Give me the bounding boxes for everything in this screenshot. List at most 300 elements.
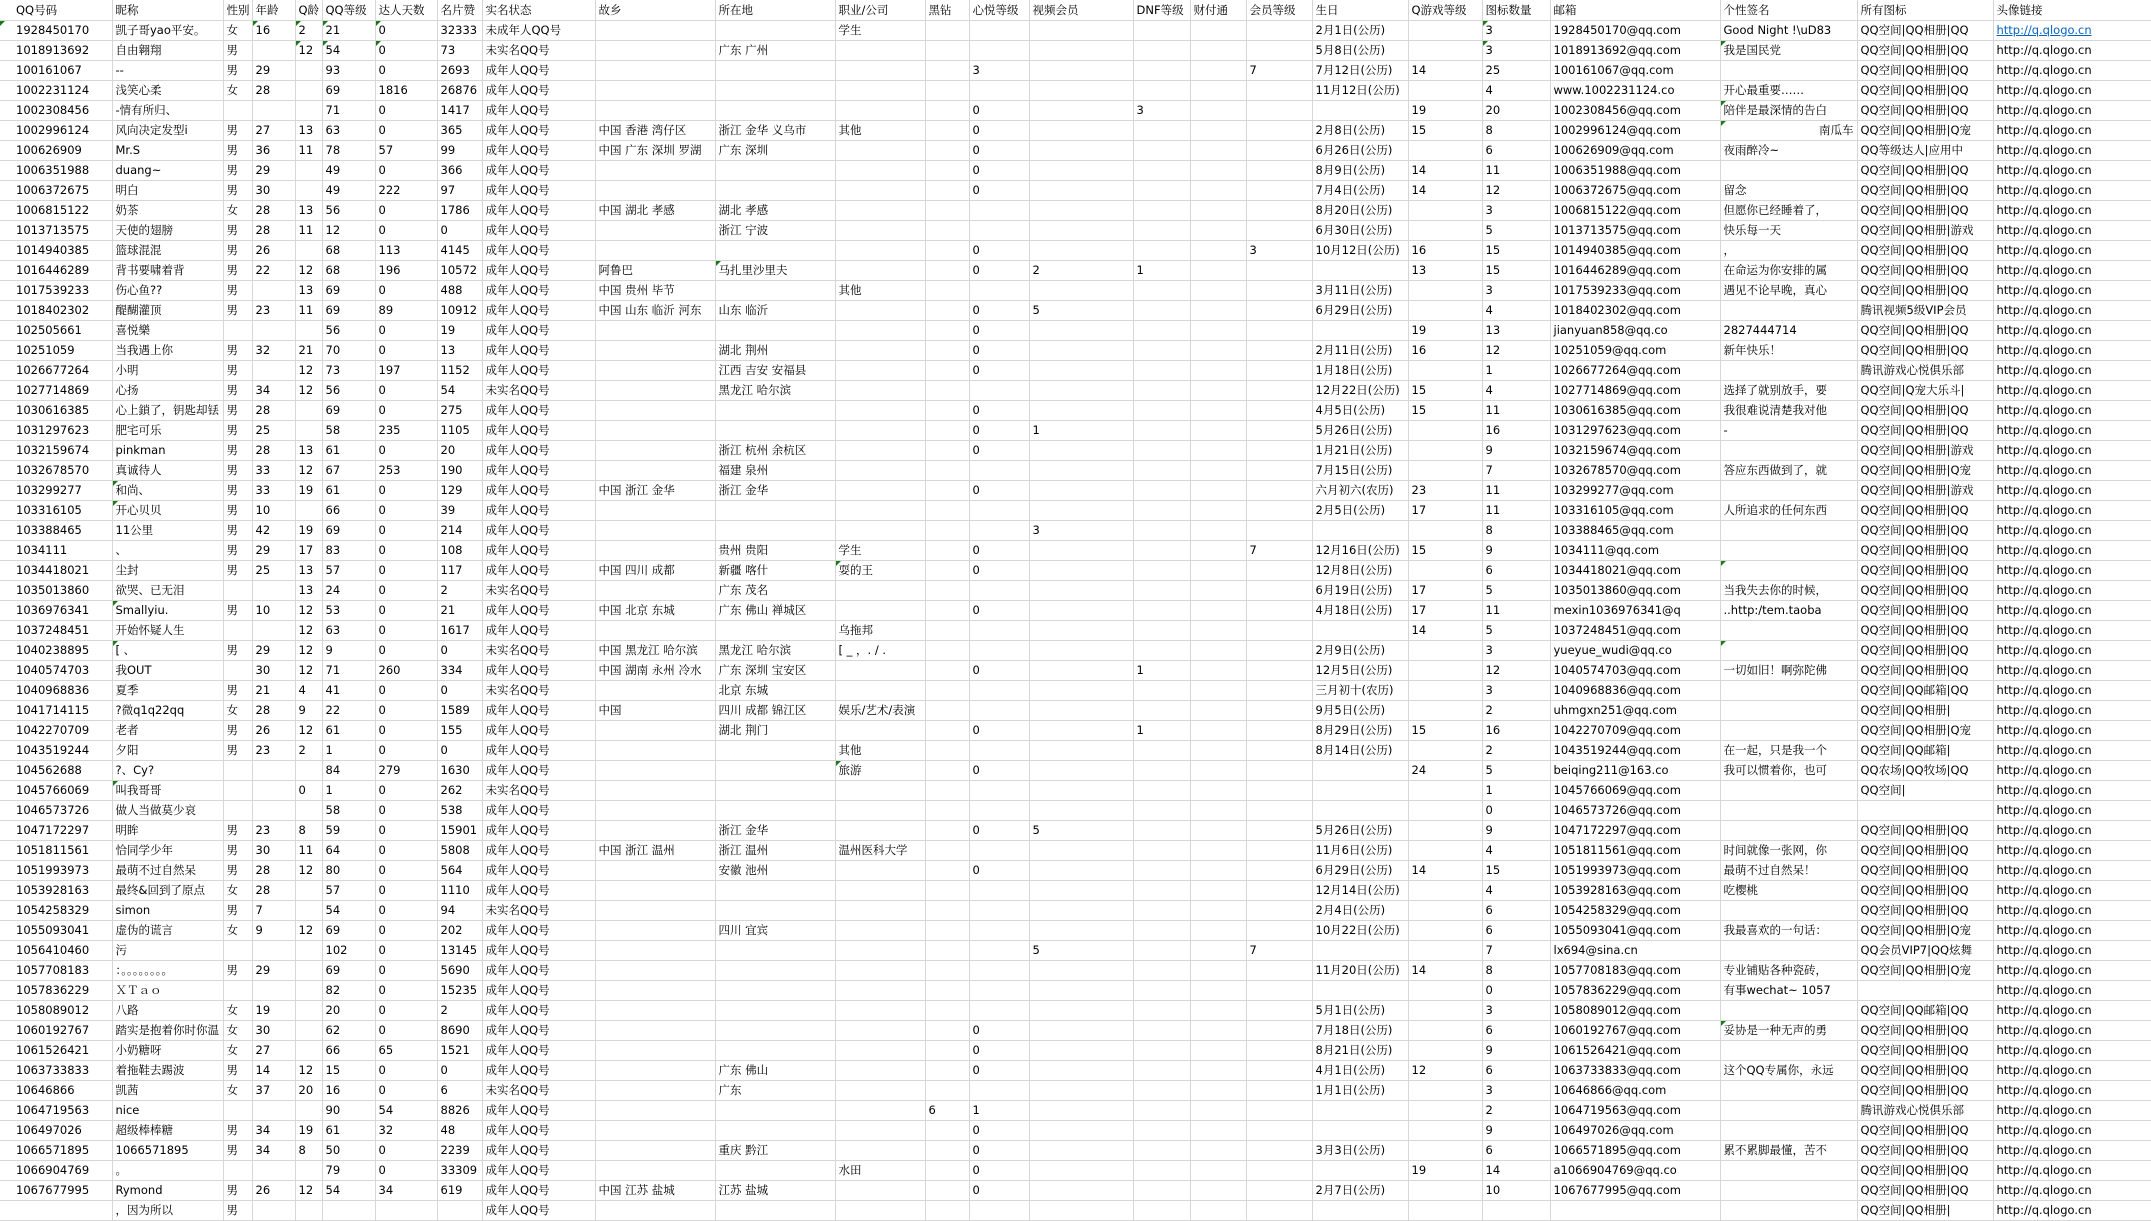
cell-zan[interactable]: 15235 (437, 980, 482, 1000)
cell-birthday[interactable]: 7月4日(公历) (1312, 180, 1408, 200)
cell-email[interactable]: 10251059@qq.com (1550, 340, 1720, 360)
cell-qq[interactable]: 104562688 (0, 760, 112, 780)
cell-zan[interactable]: 1630 (437, 760, 482, 780)
cell-allicons[interactable]: QQ空间|QQ相册|QQ (1857, 40, 1993, 60)
cell-hometown[interactable] (595, 1020, 715, 1040)
cell-email[interactable]: 1018913692@qq.com (1550, 40, 1720, 60)
cell-location[interactable]: 广东 茂名 (715, 580, 835, 600)
cell-hometown[interactable] (595, 340, 715, 360)
cell-video[interactable]: 3 (1029, 520, 1133, 540)
cell-qq[interactable]: 103299277 (0, 480, 112, 500)
cell-birthday[interactable]: 6月30日(公历) (1312, 220, 1408, 240)
cell-email[interactable]: 1031297623@qq.com (1550, 420, 1720, 440)
cell-nick[interactable]: 真诚待人 (112, 460, 223, 480)
cell-sex[interactable]: 男 (223, 600, 252, 620)
cell-video[interactable] (1029, 580, 1133, 600)
cell-caifutong[interactable] (1190, 20, 1246, 40)
cell-sig[interactable]: 答应东西做到了，就 (1720, 460, 1857, 480)
cell-email[interactable]: 1002996124@qq.com (1550, 120, 1720, 140)
cell-vip[interactable] (1246, 300, 1312, 320)
cell-video[interactable] (1029, 340, 1133, 360)
cell-qq[interactable]: 1055093041 (0, 920, 112, 940)
cell-zan[interactable]: 1589 (437, 700, 482, 720)
cell-xinyue[interactable] (969, 80, 1029, 100)
cell-birthday[interactable] (1312, 520, 1408, 540)
cell-icons[interactable]: 4 (1482, 380, 1550, 400)
cell-qgame[interactable] (1408, 660, 1482, 680)
cell-job[interactable] (835, 500, 925, 520)
cell-heizuan[interactable] (925, 440, 969, 460)
cell-job[interactable]: 温州医科大学 (835, 840, 925, 860)
cell-qgame[interactable]: 13 (1408, 260, 1482, 280)
cell-qqlvl[interactable]: 69 (322, 280, 375, 300)
cell-xinyue[interactable] (969, 1200, 1029, 1220)
cell-daren[interactable]: 0 (375, 900, 437, 920)
cell-heizuan[interactable] (925, 1000, 969, 1020)
cell-icons[interactable]: 2 (1482, 740, 1550, 760)
cell-heizuan[interactable] (925, 380, 969, 400)
cell-age[interactable]: 23 (252, 740, 295, 760)
cell-job[interactable]: 学生 (835, 540, 925, 560)
cell-birthday[interactable]: 8月21日(公历) (1312, 1040, 1408, 1060)
cell-avatar[interactable]: http://q.qlogo.cn (1993, 1100, 2151, 1120)
cell-birthday[interactable]: 8月29日(公历) (1312, 720, 1408, 740)
cell-hometown[interactable] (595, 100, 715, 120)
cell-qqlvl[interactable]: 22 (322, 700, 375, 720)
cell-icons[interactable]: 6 (1482, 1020, 1550, 1040)
cell-heizuan[interactable] (925, 540, 969, 560)
cell-caifutong[interactable] (1190, 100, 1246, 120)
cell-email[interactable]: 1040574703@qq.com (1550, 660, 1720, 680)
cell-avatar[interactable]: http://q.qlogo.cn (1993, 300, 2151, 320)
cell-realname[interactable]: 成年人QQ号 (482, 180, 595, 200)
cell-xinyue[interactable] (969, 880, 1029, 900)
cell-daren[interactable]: 0 (375, 780, 437, 800)
cell-age[interactable]: 9 (252, 920, 295, 940)
cell-dnf[interactable] (1133, 560, 1190, 580)
cell-job[interactable] (835, 940, 925, 960)
cell-age[interactable] (252, 580, 295, 600)
cell-sig[interactable]: - (1720, 420, 1857, 440)
cell-heizuan[interactable] (925, 240, 969, 260)
cell-job[interactable]: 其他 (835, 120, 925, 140)
cell-allicons[interactable]: QQ空间|QQ相册|QQ (1857, 900, 1993, 920)
cell-location[interactable] (715, 420, 835, 440)
cell-sex[interactable]: 男 (223, 720, 252, 740)
cell-icons[interactable]: 15 (1482, 240, 1550, 260)
cell-realname[interactable]: 成年人QQ号 (482, 420, 595, 440)
cell-qage[interactable]: 12 (295, 260, 322, 280)
cell-age[interactable]: 26 (252, 720, 295, 740)
cell-daren[interactable]: 196 (375, 260, 437, 280)
cell-allicons[interactable]: QQ空间|QQ相册|QQ (1857, 860, 1993, 880)
cell-zan[interactable]: 0 (437, 740, 482, 760)
cell-sig[interactable]: 选择了就别放手，要 (1720, 380, 1857, 400)
cell-dnf[interactable] (1133, 800, 1190, 820)
cell-sig[interactable] (1720, 480, 1857, 500)
cell-qq[interactable]: 1017539233 (0, 280, 112, 300)
cell-birthday[interactable]: 4月1日(公历) (1312, 1060, 1408, 1080)
cell-qage[interactable]: 4 (295, 680, 322, 700)
cell-qqlvl[interactable]: 73 (322, 360, 375, 380)
cell-qqlvl[interactable]: 53 (322, 600, 375, 620)
cell-qgame[interactable] (1408, 360, 1482, 380)
cell-vip[interactable] (1246, 960, 1312, 980)
cell-icons[interactable]: 15 (1482, 260, 1550, 280)
cell-birthday[interactable]: 1月18日(公历) (1312, 360, 1408, 380)
column-header-sig[interactable]: 个性签名 (1720, 0, 1857, 20)
cell-vip[interactable] (1246, 920, 1312, 940)
cell-sex[interactable] (223, 760, 252, 780)
cell-heizuan[interactable] (925, 880, 969, 900)
cell-vip[interactable] (1246, 340, 1312, 360)
cell-dnf[interactable] (1133, 340, 1190, 360)
cell-hometown[interactable] (595, 860, 715, 880)
cell-avatar[interactable]: http://q.qlogo.cn (1993, 320, 2151, 340)
cell-dnf[interactable] (1133, 280, 1190, 300)
cell-sex[interactable]: 男 (223, 220, 252, 240)
cell-qage[interactable]: 2 (295, 20, 322, 40)
cell-location[interactable]: 四川 成都 锦江区 (715, 700, 835, 720)
cell-caifutong[interactable] (1190, 980, 1246, 1000)
cell-nick[interactable]: -情有所归、 (112, 100, 223, 120)
cell-vip[interactable] (1246, 1200, 1312, 1220)
cell-zan[interactable]: 0 (437, 640, 482, 660)
cell-vip[interactable] (1246, 660, 1312, 680)
cell-sex[interactable]: 男 (223, 820, 252, 840)
cell-caifutong[interactable] (1190, 460, 1246, 480)
cell-location[interactable]: 安徽 池州 (715, 860, 835, 880)
cell-hometown[interactable] (595, 740, 715, 760)
cell-location[interactable]: 浙江 杭州 余杭区 (715, 440, 835, 460)
cell-vip[interactable]: 7 (1246, 540, 1312, 560)
cell-job[interactable] (835, 680, 925, 700)
cell-caifutong[interactable] (1190, 660, 1246, 680)
cell-xinyue[interactable]: 0 (969, 440, 1029, 460)
cell-xinyue[interactable]: 0 (969, 1060, 1029, 1080)
cell-qqlvl[interactable]: 93 (322, 60, 375, 80)
cell-xinyue[interactable]: 0 (969, 560, 1029, 580)
cell-daren[interactable]: 0 (375, 220, 437, 240)
cell-avatar[interactable]: http://q.qlogo.cn (1993, 1200, 2151, 1220)
cell-vip[interactable] (1246, 820, 1312, 840)
cell-qq[interactable]: 1002231124 (0, 80, 112, 100)
cell-nick[interactable]: 和尚、 (112, 480, 223, 500)
cell-dnf[interactable] (1133, 140, 1190, 160)
cell-vip[interactable] (1246, 440, 1312, 460)
cell-caifutong[interactable] (1190, 880, 1246, 900)
cell-caifutong[interactable] (1190, 240, 1246, 260)
cell-age[interactable]: 14 (252, 1060, 295, 1080)
cell-heizuan[interactable] (925, 260, 969, 280)
cell-qage[interactable] (295, 420, 322, 440)
cell-age[interactable] (252, 620, 295, 640)
column-header-qqlvl[interactable]: QQ等级 (322, 0, 375, 20)
cell-qgame[interactable] (1408, 800, 1482, 820)
cell-video[interactable] (1029, 900, 1133, 920)
cell-sig[interactable] (1720, 1100, 1857, 1120)
cell-realname[interactable]: 成年人QQ号 (482, 500, 595, 520)
cell-zan[interactable] (437, 1200, 482, 1220)
cell-vip[interactable] (1246, 560, 1312, 580)
cell-qgame[interactable]: 15 (1408, 400, 1482, 420)
cell-qgame[interactable] (1408, 1120, 1482, 1140)
cell-qage[interactable]: 8 (295, 1140, 322, 1160)
cell-birthday[interactable] (1312, 940, 1408, 960)
column-header-job[interactable]: 职业/公司 (835, 0, 925, 20)
cell-birthday[interactable] (1312, 760, 1408, 780)
cell-daren[interactable]: 0 (375, 280, 437, 300)
cell-vip[interactable] (1246, 320, 1312, 340)
cell-dnf[interactable] (1133, 880, 1190, 900)
cell-caifutong[interactable] (1190, 480, 1246, 500)
cell-zan[interactable]: 0 (437, 1060, 482, 1080)
cell-daren[interactable]: 1816 (375, 80, 437, 100)
cell-location[interactable]: 贵州 贵阳 (715, 540, 835, 560)
cell-video[interactable] (1029, 600, 1133, 620)
cell-job[interactable]: 其他 (835, 740, 925, 760)
cell-location[interactable] (715, 1120, 835, 1140)
cell-daren[interactable]: 0 (375, 860, 437, 880)
cell-hometown[interactable] (595, 800, 715, 820)
cell-location[interactable]: 福建 泉州 (715, 460, 835, 480)
cell-qgame[interactable] (1408, 700, 1482, 720)
cell-heizuan[interactable] (925, 980, 969, 1000)
cell-daren[interactable]: 235 (375, 420, 437, 440)
cell-location[interactable]: 江苏 盐城 (715, 1180, 835, 1200)
cell-allicons[interactable] (1857, 980, 1993, 1000)
cell-birthday[interactable]: 12月14日(公历) (1312, 880, 1408, 900)
cell-sig[interactable] (1720, 800, 1857, 820)
cell-vip[interactable] (1246, 800, 1312, 820)
cell-qgame[interactable] (1408, 880, 1482, 900)
cell-avatar[interactable]: http://q.qlogo.cn (1993, 1020, 2151, 1040)
cell-caifutong[interactable] (1190, 540, 1246, 560)
cell-heizuan[interactable] (925, 200, 969, 220)
cell-realname[interactable]: 未实名QQ号 (482, 380, 595, 400)
cell-dnf[interactable] (1133, 440, 1190, 460)
cell-daren[interactable]: 0 (375, 1080, 437, 1100)
cell-birthday[interactable]: 11月12日(公历) (1312, 80, 1408, 100)
cell-age[interactable] (252, 360, 295, 380)
cell-dnf[interactable] (1133, 820, 1190, 840)
cell-nick[interactable]: 八路 (112, 1000, 223, 1020)
cell-daren[interactable]: 0 (375, 500, 437, 520)
cell-icons[interactable]: 8 (1482, 960, 1550, 980)
cell-daren[interactable]: 0 (375, 160, 437, 180)
cell-qgame[interactable] (1408, 940, 1482, 960)
cell-qgame[interactable] (1408, 40, 1482, 60)
cell-email[interactable]: 1058089012@qq.com (1550, 1000, 1720, 1020)
cell-allicons[interactable]: QQ空间|QQ相册|QQ (1857, 160, 1993, 180)
cell-qage[interactable] (295, 760, 322, 780)
cell-age[interactable] (252, 980, 295, 1000)
cell-qqlvl[interactable]: 56 (322, 320, 375, 340)
cell-video[interactable] (1029, 220, 1133, 240)
cell-age[interactable]: 16 (252, 20, 295, 40)
cell-location[interactable]: 新疆 喀什 (715, 560, 835, 580)
cell-sig[interactable]: 开心最重要…… (1720, 80, 1857, 100)
cell-email[interactable]: 1034418021@qq.com (1550, 560, 1720, 580)
cell-qq[interactable]: 1066571895 (0, 1140, 112, 1160)
cell-icons[interactable]: 5 (1482, 760, 1550, 780)
cell-qage[interactable] (295, 900, 322, 920)
cell-caifutong[interactable] (1190, 360, 1246, 380)
cell-vip[interactable] (1246, 840, 1312, 860)
cell-daren[interactable]: 0 (375, 400, 437, 420)
cell-email[interactable]: 1067677995@qq.com (1550, 1180, 1720, 1200)
cell-qq[interactable]: 103316105 (0, 500, 112, 520)
cell-allicons[interactable]: QQ空间|QQ相册|QQ (1857, 1040, 1993, 1060)
cell-dnf[interactable] (1133, 1140, 1190, 1160)
cell-qage[interactable] (295, 1160, 322, 1180)
cell-email[interactable]: 100626909@qq.com (1550, 140, 1720, 160)
cell-zan[interactable]: 5808 (437, 840, 482, 860)
cell-qgame[interactable]: 15 (1408, 540, 1482, 560)
cell-nick[interactable]: 最终&回到了原点 (112, 880, 223, 900)
cell-email[interactable]: 1057708183@qq.com (1550, 960, 1720, 980)
cell-dnf[interactable] (1133, 620, 1190, 640)
cell-job[interactable] (835, 780, 925, 800)
cell-qq[interactable]: 1058089012 (0, 1000, 112, 1020)
cell-age[interactable]: 28 (252, 700, 295, 720)
cell-caifutong[interactable] (1190, 1060, 1246, 1080)
cell-xinyue[interactable]: 0 (969, 1140, 1029, 1160)
cell-heizuan[interactable]: 6 (925, 1100, 969, 1120)
cell-hometown[interactable]: 中国 北京 东城 (595, 600, 715, 620)
cell-allicons[interactable]: QQ空间|QQ相册|QQ (1857, 500, 1993, 520)
cell-zan[interactable]: 73 (437, 40, 482, 60)
cell-qq[interactable]: 1035013860 (0, 580, 112, 600)
cell-birthday[interactable]: 5月26日(公历) (1312, 820, 1408, 840)
cell-job[interactable] (835, 160, 925, 180)
cell-qage[interactable] (295, 240, 322, 260)
cell-birthday[interactable]: 12月8日(公历) (1312, 560, 1408, 580)
cell-location[interactable] (715, 280, 835, 300)
cell-nick[interactable]: 心上鎖了，钥匙却铥 (112, 400, 223, 420)
cell-qgame[interactable] (1408, 1140, 1482, 1160)
cell-zan[interactable]: 4145 (437, 240, 482, 260)
cell-icons[interactable]: 1 (1482, 780, 1550, 800)
cell-vip[interactable] (1246, 640, 1312, 660)
cell-xinyue[interactable]: 0 (969, 260, 1029, 280)
cell-avatar[interactable]: http://q.qlogo.cn (1993, 620, 2151, 640)
cell-vip[interactable] (1246, 160, 1312, 180)
cell-age[interactable] (252, 940, 295, 960)
cell-email[interactable]: 1047172297@qq.com (1550, 820, 1720, 840)
cell-realname[interactable]: 成年人QQ号 (482, 880, 595, 900)
cell-sex[interactable]: 男 (223, 420, 252, 440)
cell-nick[interactable]: 做人当做莫少哀 (112, 800, 223, 820)
cell-age[interactable]: 27 (252, 1040, 295, 1060)
cell-caifutong[interactable] (1190, 640, 1246, 660)
cell-location[interactable]: 湖北 孝感 (715, 200, 835, 220)
cell-zan[interactable]: 10912 (437, 300, 482, 320)
cell-allicons[interactable]: QQ空间|QQ相册|Q宠 (1857, 120, 1993, 140)
cell-sex[interactable]: 男 (223, 1060, 252, 1080)
cell-location[interactable]: 广东 深圳 (715, 140, 835, 160)
cell-hometown[interactable] (595, 1100, 715, 1120)
cell-allicons[interactable]: QQ空间|QQ相册|Q宠 (1857, 960, 1993, 980)
cell-heizuan[interactable] (925, 940, 969, 960)
cell-caifutong[interactable] (1190, 860, 1246, 880)
cell-vip[interactable] (1246, 1120, 1312, 1140)
cell-sig[interactable] (1720, 900, 1857, 920)
cell-caifutong[interactable] (1190, 740, 1246, 760)
cell-qq[interactable]: 1006815122 (0, 200, 112, 220)
cell-avatar[interactable]: http://q.qlogo.cn (1993, 960, 2151, 980)
cell-allicons[interactable]: QQ空间|QQ相册|Q宠 (1857, 460, 1993, 480)
cell-sig[interactable]: ， (1720, 240, 1857, 260)
cell-heizuan[interactable] (925, 900, 969, 920)
cell-sig[interactable] (1720, 620, 1857, 640)
cell-video[interactable] (1029, 500, 1133, 520)
cell-age[interactable] (252, 800, 295, 820)
cell-video[interactable] (1029, 620, 1133, 640)
cell-sig[interactable] (1720, 1180, 1857, 1200)
cell-sex[interactable]: 男 (223, 340, 252, 360)
cell-daren[interactable]: 0 (375, 980, 437, 1000)
avatar-link[interactable]: http://q.qlogo.cn (1996, 22, 2092, 37)
cell-email[interactable]: 1045766069@qq.com (1550, 780, 1720, 800)
cell-daren[interactable]: 32 (375, 1120, 437, 1140)
cell-realname[interactable]: 未实名QQ号 (482, 1080, 595, 1100)
cell-nick[interactable]: nice (112, 1100, 223, 1120)
cell-dnf[interactable] (1133, 160, 1190, 180)
cell-qqlvl[interactable]: 90 (322, 1100, 375, 1120)
cell-avatar[interactable]: http://q.qlogo.cn (1993, 360, 2151, 380)
cell-avatar[interactable]: http://q.qlogo.cn (1993, 1140, 2151, 1160)
cell-xinyue[interactable]: 0 (969, 360, 1029, 380)
cell-heizuan[interactable] (925, 300, 969, 320)
cell-zan[interactable]: 262 (437, 780, 482, 800)
cell-icons[interactable]: 16 (1482, 720, 1550, 740)
cell-age[interactable]: 30 (252, 660, 295, 680)
cell-vip[interactable] (1246, 140, 1312, 160)
cell-daren[interactable]: 0 (375, 200, 437, 220)
cell-age[interactable] (252, 320, 295, 340)
cell-dnf[interactable] (1133, 580, 1190, 600)
cell-realname[interactable]: 成年人QQ号 (482, 200, 595, 220)
cell-qage[interactable] (295, 1040, 322, 1060)
cell-zan[interactable]: 6 (437, 1080, 482, 1100)
cell-xinyue[interactable]: 0 (969, 300, 1029, 320)
cell-avatar[interactable]: http://q.qlogo.cn (1993, 740, 2151, 760)
cell-video[interactable] (1029, 240, 1133, 260)
cell-sex[interactable]: 男 (223, 440, 252, 460)
cell-qqlvl[interactable]: 24 (322, 580, 375, 600)
cell-nick[interactable]: 最萌不过自然呆 (112, 860, 223, 880)
cell-xinyue[interactable] (969, 280, 1029, 300)
cell-location[interactable] (715, 1200, 835, 1220)
cell-job[interactable]: 其他 (835, 280, 925, 300)
cell-dnf[interactable] (1133, 600, 1190, 620)
cell-icons[interactable]: 9 (1482, 1040, 1550, 1060)
cell-caifutong[interactable] (1190, 620, 1246, 640)
cell-zan[interactable]: 1110 (437, 880, 482, 900)
cell-video[interactable] (1029, 100, 1133, 120)
cell-sig[interactable]: 我可以惯着你，也可 (1720, 760, 1857, 780)
cell-qgame[interactable]: 12 (1408, 1060, 1482, 1080)
cell-qqlvl[interactable]: 61 (322, 480, 375, 500)
cell-hometown[interactable] (595, 580, 715, 600)
cell-allicons[interactable]: 腾讯游戏心悦俱乐部 (1857, 1100, 1993, 1120)
cell-hometown[interactable] (595, 1120, 715, 1140)
cell-avatar[interactable]: http://q.qlogo.cn (1993, 160, 2151, 180)
cell-video[interactable] (1029, 1160, 1133, 1180)
cell-heizuan[interactable] (925, 840, 969, 860)
cell-realname[interactable]: 成年人QQ号 (482, 100, 595, 120)
